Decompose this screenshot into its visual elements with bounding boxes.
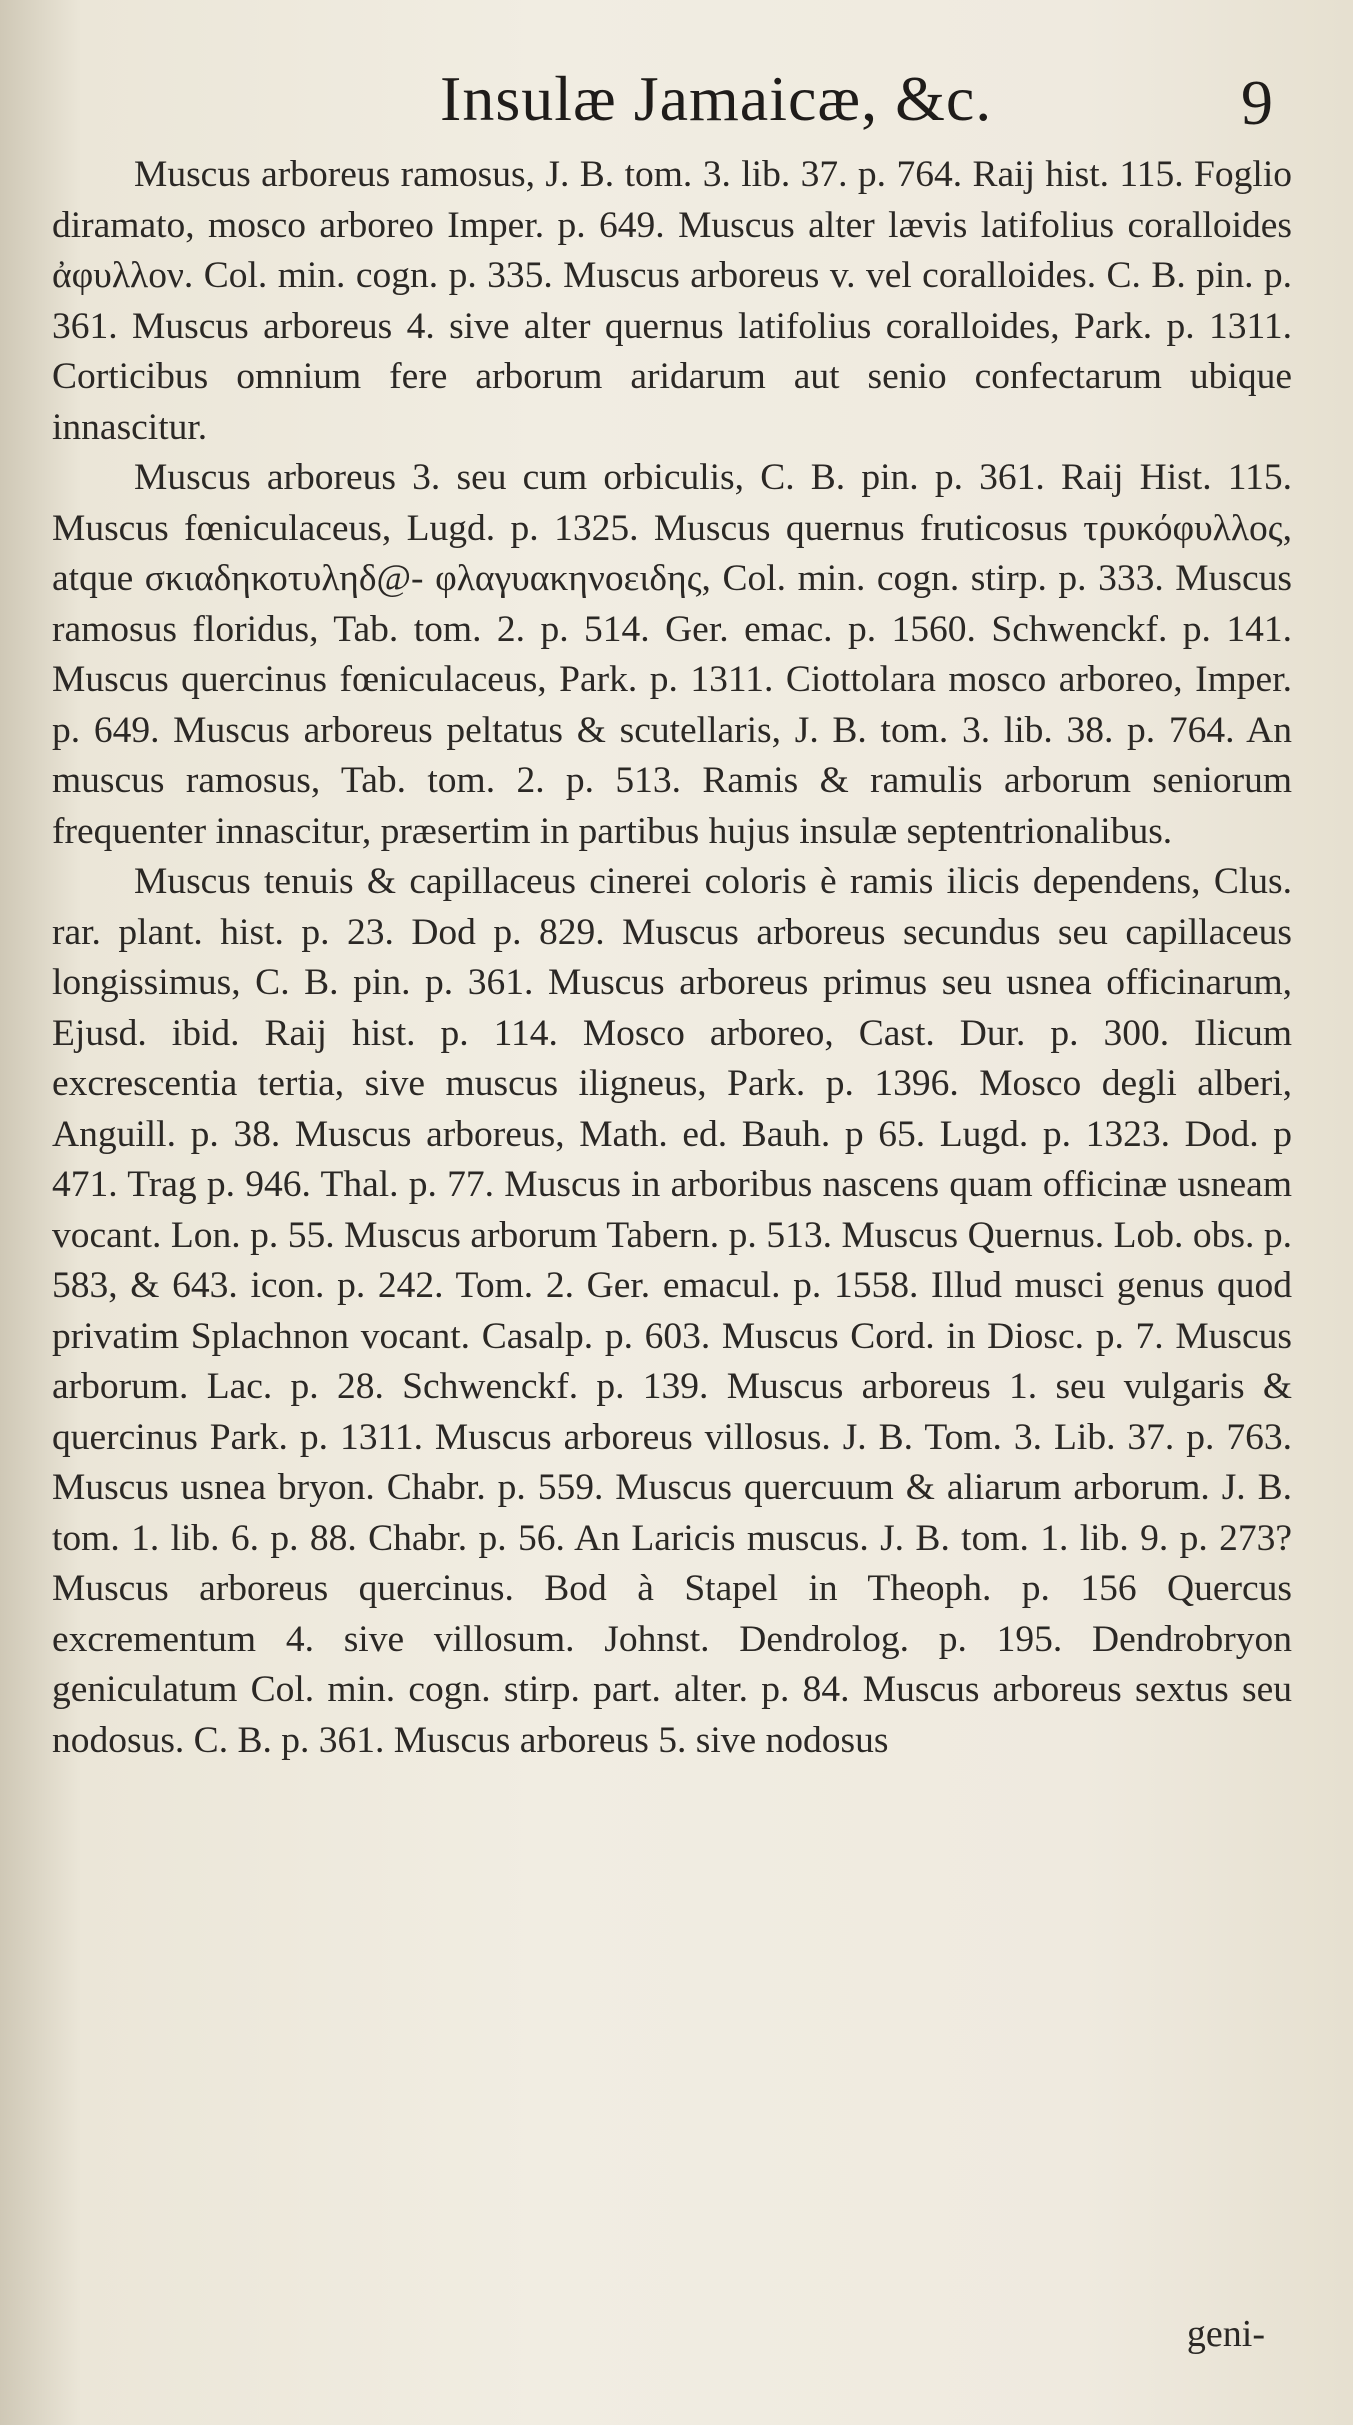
catchword: geni- — [1186, 2313, 1265, 2355]
page-header — [0, 62, 1353, 152]
running-title: Insulæ Jamaicæ, &c. — [440, 63, 993, 134]
page-number: 9 — [1241, 67, 1273, 138]
paragraph-1: Muscus arboreus ramosus, J. B. tom. 3. lib. 37. p. 764. Raij hist. 115. Foglio diramato, mosco arboreo Imper. p. 649. Muscus alter lævis latifolius coralloides ἀφυλλον. Col. min. cogn. p. 335. Muscus arboreus v. vel coralloides. C. B. pin. p. 361. Muscus arboreus 4. sive alter quernus latifolius coralloides, Park. p. 1311. Corticibus omnium fere arborum aridarum aut senio confectarum ubique innascitur. — [52, 154, 1292, 448]
paragraph-2: Muscus arboreus 3. seu cum orbiculis, C. B. pin. p. 361. Raij Hist. 115. Muscus fœniculaceus, Lugd. p. 1325. Muscus quernus fruticosus τρυκόφυλλος, atque σκιαδηκοτυληδ@- φλαγυακηνοειδης, Col. min. cogn. stirp. p. 333. Muscus ramosus floridus, Tab. tom. 2. p. 514. Ger. emac. p. 1560. Schwenckf. p. 141. Muscus quercinus fœniculaceus, Park. p. 1311. Ciottolara mosco arboreo, Imper. p. 649. Muscus arboreus peltatus & scutellaris, J. B. tom. 3. lib. 38. p. 764. An muscus ramosus, Tab. tom. 2. p. 513. Ramis & ramulis arborum seniorum frequenter innascitur, præsertim in partibus hujus insulæ septentrionalibus. — [52, 457, 1292, 852]
body-text — [52, 150, 1292, 1766]
paragraph-3: Muscus tenuis & capillaceus cinerei coloris è ramis ilicis dependens, Clus. rar. plant. hist. p. 23. Dod p. 829. Muscus arboreus secundus seu capillaceus longissimus, C. B. pin. p. 361. Muscus arboreus primus seu usnea officinarum, Ejusd. ibid. Raij hist. p. 114. Mosco arboreo, Cast. Dur. p. 300. Ilicum excrescentia tertia, sive muscus iligneus, Park. p. 1396. Mosco degli alberi, Anguill. p. 38. Muscus arboreus, Math. ed. Bauh. p 65. Lugd. p. 1323. Dod. p 471. Trag p. 946. Thal. p. 77. Muscus in arboribus nascens quam officinæ usneam vocant. Lon. p. 55. Muscus arborum Tabern. p. 513. Muscus Quernus. Lob. obs. p. 583, & 643. icon. p. 242. Tom. 2. Ger. emacul. p. 1558. Illud musci genus quod privatim Splachnon vocant. Casalp. p. 603. Muscus Cord. in Diosc. p. 7. Muscus arborum. Lac. p. 28. Schwenckf. p. 139. Muscus arboreus 1. seu vulgaris & quercinus Park. p. 1311. Muscus arboreus villosus. J. B. Tom. 3. Lib. 37. p. 763. Muscus usnea bryon. Chabr. p. 559. Muscus quercuum & aliarum arborum. J. B. tom. 1. lib. 6. p. 88. Chabr. p. 56. An Laricis muscus. J. B. tom. 1. lib. 9. p. 273? Muscus arboreus quercinus. Bod à Stapel in Theoph. p. 156 Quercus excrementum 4. sive villosum. Johnst. Dendrolog. p. 195. Dendrobryon geniculatum Col. min. cogn. stirp. part. alter. p. 84. Muscus arboreus sextus seu nodosus. C. B. p. 361. Muscus arboreus 5. sive nodosus — [52, 861, 1292, 1761]
